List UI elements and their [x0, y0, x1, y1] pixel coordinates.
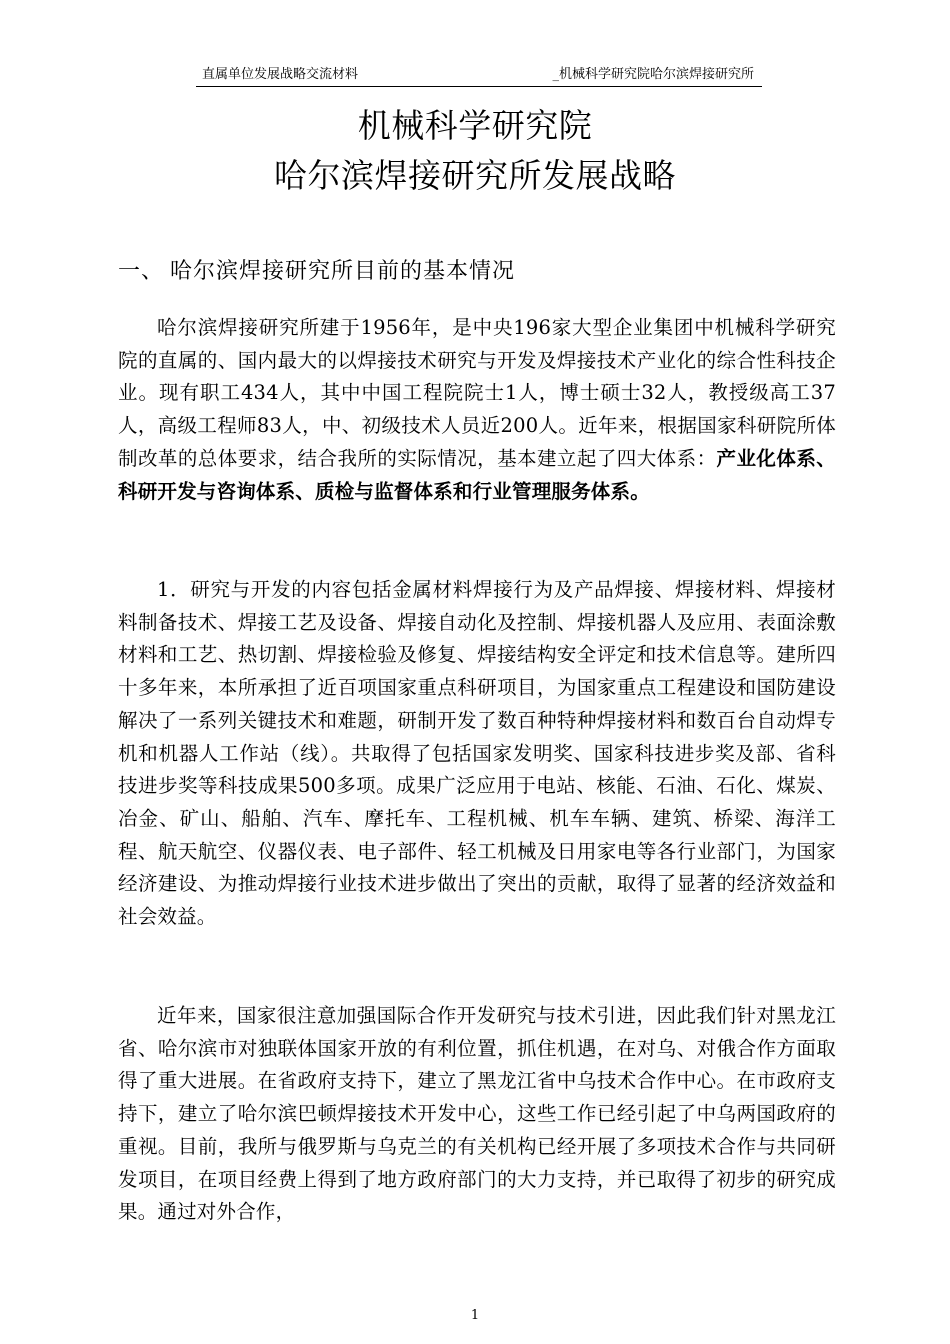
section-heading-text: 哈尔滨焊接研究所目前的基本情况: [170, 259, 516, 284]
section-heading: [118, 256, 515, 288]
paragraph-international-cooperation: [118, 1000, 836, 1229]
document-title-line1: 机械科学研究院: [357, 106, 593, 145]
section-number: 一、: [118, 259, 165, 284]
header-left-text: 直属单位发展战略交流材料: [202, 67, 359, 82]
document-title-line2: 哈尔滨焊接研究所发展战略: [274, 156, 676, 195]
paragraph-research-development: [118, 574, 836, 934]
paragraph-text: 哈尔滨焊接研究所建于1956年，是中央196家大型企业集团中机械科学研究院的直属的、国内最大的以焊接技术研究与开发及焊接技术产业化的综合性科技企业。现有职工434人，其中中国工程院院士1人，博士硕士32人，教授级高工37人，高级工程师83人，中、初级技术人员近200人。近年来，根据国家科研院所体制改革的总体要求，结合我所的实际情况，基本建立起了四大体系：: [118, 316, 836, 470]
page-number: 1: [470, 1308, 480, 1323]
paragraph-text: 1．研究与开发的内容包括金属材料焊接行为及产品焊接、焊接材料、焊接材料制备技术、焊接工艺及设备、焊接自动化及控制、焊接机器人及应用、表面涂敷材料和工艺、热切割、焊接检验及修复、焊接结构安全评定和技术信息等。建所四十多年来，本所承担了近百项国家重点科研项目，为国家重点工程建设和国防建设解决了一系列关键技术和难题，研制开发了数百种特种焊接材料和数百台自动焊专机和机器人工作站（线）。共取得了包括国家发明奖、国家科技进步奖及部、省科技进步奖等科技成果500多项。成果广泛应用于电站、核能、石油、石化、煤炭、冶金、矿山、船舶、汽车、摩托车、工程机械、机车车辆、建筑、桥梁、海洋工程、航天航空、仪器仪表、电子部件、轻工机械及日用家电等各行业部门，为国家经济建设、为推动焊接行业技术进步做出了突出的贡献，取得了显著的经济效益和社会效益。: [118, 578, 836, 929]
header-right-text: _机械科学研究院哈尔滨焊接研究所: [552, 67, 754, 82]
page-header: [196, 64, 762, 87]
paragraph-bold-text: 产业化体系、科研开发与咨询体系、质检与监督体系和行业管理服务体系。: [118, 446, 836, 503]
paragraph-basic-info: [118, 312, 836, 508]
paragraph-text: 近年来，国家很注意加强国际合作开发研究与技术引进，因此我们针对黑龙江省、哈尔滨市对独联体国家开放的有利位置，抓住机遇，在对乌、对俄合作方面取得了重大进展。在省政府支持下，建立了黑龙江省中乌技术合作中心。在市政府支持下，建立了哈尔滨巴顿焊接技术开发中心，这些工作已经引起了中乌两国政府的重视。目前，我所与俄罗斯与乌克兰的有关机构已经开展了多项技术合作与共同研发项目，在项目经费上得到了地方政府部门的大力支持，并已取得了初步的研究成果。通过对外合作，: [118, 1004, 836, 1224]
